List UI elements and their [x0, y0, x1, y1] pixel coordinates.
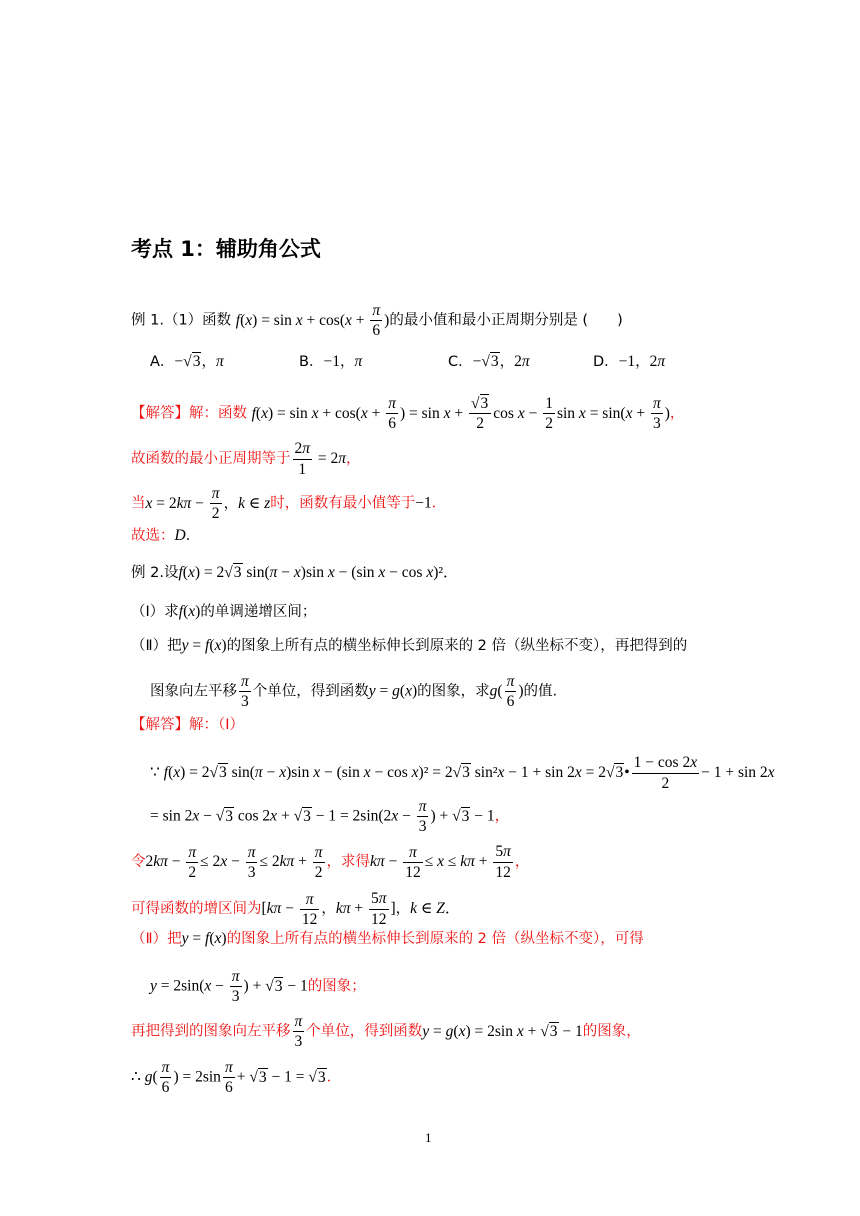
solution-2-step-2: = sin 2x − √3 cos 2x + √3 − 1 = 2sin(2x − $\frac{\pi}{3}$ ) + √3 − 1，	[150, 798, 510, 835]
solution-2-part-2: （Ⅱ）把y = f(x)的图象上所有点的横坐标伸长到原来的 2 倍（纵坐标不变），可得	[131, 930, 644, 947]
inequality-1: 2kπ − $\frac{\pi}{2}$ ≤ 2x − $\frac{\pi}{3}$ ≤ 2kπ + $\frac{\pi}{2}$	[145, 843, 323, 881]
part-2-cont-c: 的图象，求	[417, 683, 490, 700]
graph-text-2: 的图象，	[582, 1023, 641, 1040]
solution-1-expression: f(x) = sin x + cos(x + $\frac{\pi}{6}$ ) = sin x + $\frac{√3}{2}$ cos x − $\frac{1}{2}$ sin x = sin(x + $\frac{\pi}{3}$ )	[251, 395, 670, 432]
g-expression: y = g(x) = 2sin x + √3 − 1	[422, 1022, 583, 1040]
example-2-part-2-continued: 图象向左平移 $\frac{\pi}{3}$ 个单位，得到函数y = g(x)的图象，求g( $\frac{\pi}{6}$ )的值.	[150, 673, 558, 710]
solution-2-intro: 解：（Ⅰ）	[189, 717, 245, 733]
example-2-prefix: 例 2.设	[131, 565, 179, 581]
option-b: B．−1，π	[299, 353, 363, 370]
option-a: A．−√3，π	[150, 353, 224, 370]
part-2-solution-label: （Ⅱ）把	[131, 931, 182, 947]
solution-2-step-6: 再把得到的图象向左平移 $\frac{\pi}{3}$ 个单位，得到函数y = g(x) = 2sin x + √3 − 1的图象，	[131, 1013, 641, 1050]
example-1-prefix: 例 1.（1）函数	[131, 312, 232, 329]
period-text: 故函数的最小正周期等于	[131, 451, 291, 467]
example-2-statement	[131, 562, 459, 584]
example-1-question	[131, 301, 623, 340]
solution-intro: 解：函数	[189, 405, 247, 422]
interval-text: 可得函数的增区间为	[131, 901, 262, 917]
solution-2-step-5: y = 2sin(x − $\frac{\pi}{3}$ ) + √3 − 1的图象；	[150, 968, 366, 1005]
example-2-part-1: （Ⅰ）求f(x)的单调递增区间；	[131, 603, 317, 620]
let-text: 令	[131, 854, 146, 870]
option-c-label: C．	[448, 354, 473, 370]
minimum-text: 时，函数有最小值等于	[270, 495, 416, 512]
shift-text: 再把得到的图象向左平移	[131, 1023, 291, 1040]
inequality-2: kπ − $\frac{\pi}{12}$ ≤ x ≤ kπ + $\frac{5\pi}{12}$	[370, 843, 511, 881]
option-a-label: A．	[150, 354, 175, 370]
option-d: D．−1，2π	[593, 353, 666, 370]
solution-1-line-3: 当x = 2kπ − $\frac{\pi}{2}$ ，k ∈ z时，函数有最小值等于−1．	[131, 485, 447, 522]
when-text: 当	[131, 495, 146, 512]
solution-2-step-1: ∵ f(x) = 2√3 sin(π − x)sin x − (sin x − cos x)² = 2√3 sin²x − 1 + sin 2x = 2√3• $\frac{1 - \cos 2x}{2}$ − 1 + sin 2x	[150, 754, 775, 792]
solution-1-line-1: 【解答】解：函数 f(x) = sin x + cos(x + $\frac{\pi}{6}$ ) = sin x + $\frac{√3}{2}$ cos x − $\frac{1}{2}$ sin x = sin(x + $\frac{\pi}{3}$ )，	[131, 395, 685, 432]
option-d-label: D．	[593, 354, 619, 370]
solution-1-answer: 故选：D．	[131, 527, 201, 544]
solution-1-line-2: 故函数的最小正周期等于 $\frac{2\pi}{1}$ = 2π，	[131, 440, 361, 478]
section-heading: 考点 1：辅助角公式	[131, 237, 321, 261]
example-1-question-text: 的最小值和最小正周期分别是 ( )	[389, 312, 623, 329]
part-2-label: （Ⅱ）把	[131, 638, 182, 654]
example-2-expression: f(x) = 2√3 sin(π − x)sin x − (sin x − cos x)²．	[178, 564, 459, 581]
option-b-label: B．	[299, 354, 324, 370]
part-2-solution-text: 的图象上所有点的横坐标伸长到原来的 2 倍（纵坐标不变），可得	[226, 931, 644, 947]
minimum-condition: x = 2kπ − $\frac{\pi}{2}$ ，k ∈ z	[145, 485, 271, 522]
solution-2-step-4	[131, 889, 460, 929]
solution-2-step-7: ∴ g( $\frac{\pi}{6}$ ) = 2sin $\frac{\pi}{6}$ + √3 − 1 = √3．	[131, 1059, 342, 1096]
solution-2-tag: 【解答】	[131, 717, 189, 733]
part-2-cont-b: 个单位，得到函数	[252, 683, 369, 700]
option-c: C．−√3，2π	[448, 353, 530, 370]
part-2-cont-d: 的值.	[523, 683, 558, 700]
page-number: 1	[425, 1130, 432, 1145]
solution-2-step-3: 令2kπ − $\frac{\pi}{2}$ ≤ 2x − $\frac{\pi}{3}$ ≤ 2kπ + $\frac{\pi}{2}$ ，求得kπ − $\frac{\pi}{12}$ ≤ x ≤ kπ + $\frac{5\pi}{12}$ ，	[131, 843, 530, 881]
solution-tag: 【解答】	[131, 405, 189, 422]
part-1-text: 的单调递增区间；	[200, 604, 317, 620]
solve-text: ，求得	[326, 854, 371, 870]
answer-label: 故选：	[131, 528, 175, 544]
example-2-part-2: （Ⅱ）把y = f(x)的图象上所有点的横坐标伸长到原来的 2 倍（纵坐标不变），再把得到的	[131, 637, 688, 654]
graph-text: 的图象；	[307, 978, 366, 995]
period-expression: $\frac{2\pi}{1}$ = 2π	[294, 440, 347, 478]
unit-text: 个单位，得到函数	[306, 1023, 423, 1040]
part-1-label: （Ⅰ）求	[131, 604, 179, 620]
part-2-text: 的图象上所有点的横坐标伸长到原来的 2 倍（纵坐标不变），再把得到的	[226, 638, 688, 654]
example-1-expression: f(x) = sin x + cos(x + $\frac{\pi}{6}$ )	[235, 302, 390, 339]
increasing-interval: [kπ − $\frac{\pi}{12}$ ，kπ + $\frac{5\pi}{12}$ ]，k ∈ Z．	[261, 890, 461, 928]
solution-2-heading	[131, 714, 244, 736]
part-2-cont-a: 图象向左平移	[150, 683, 237, 700]
